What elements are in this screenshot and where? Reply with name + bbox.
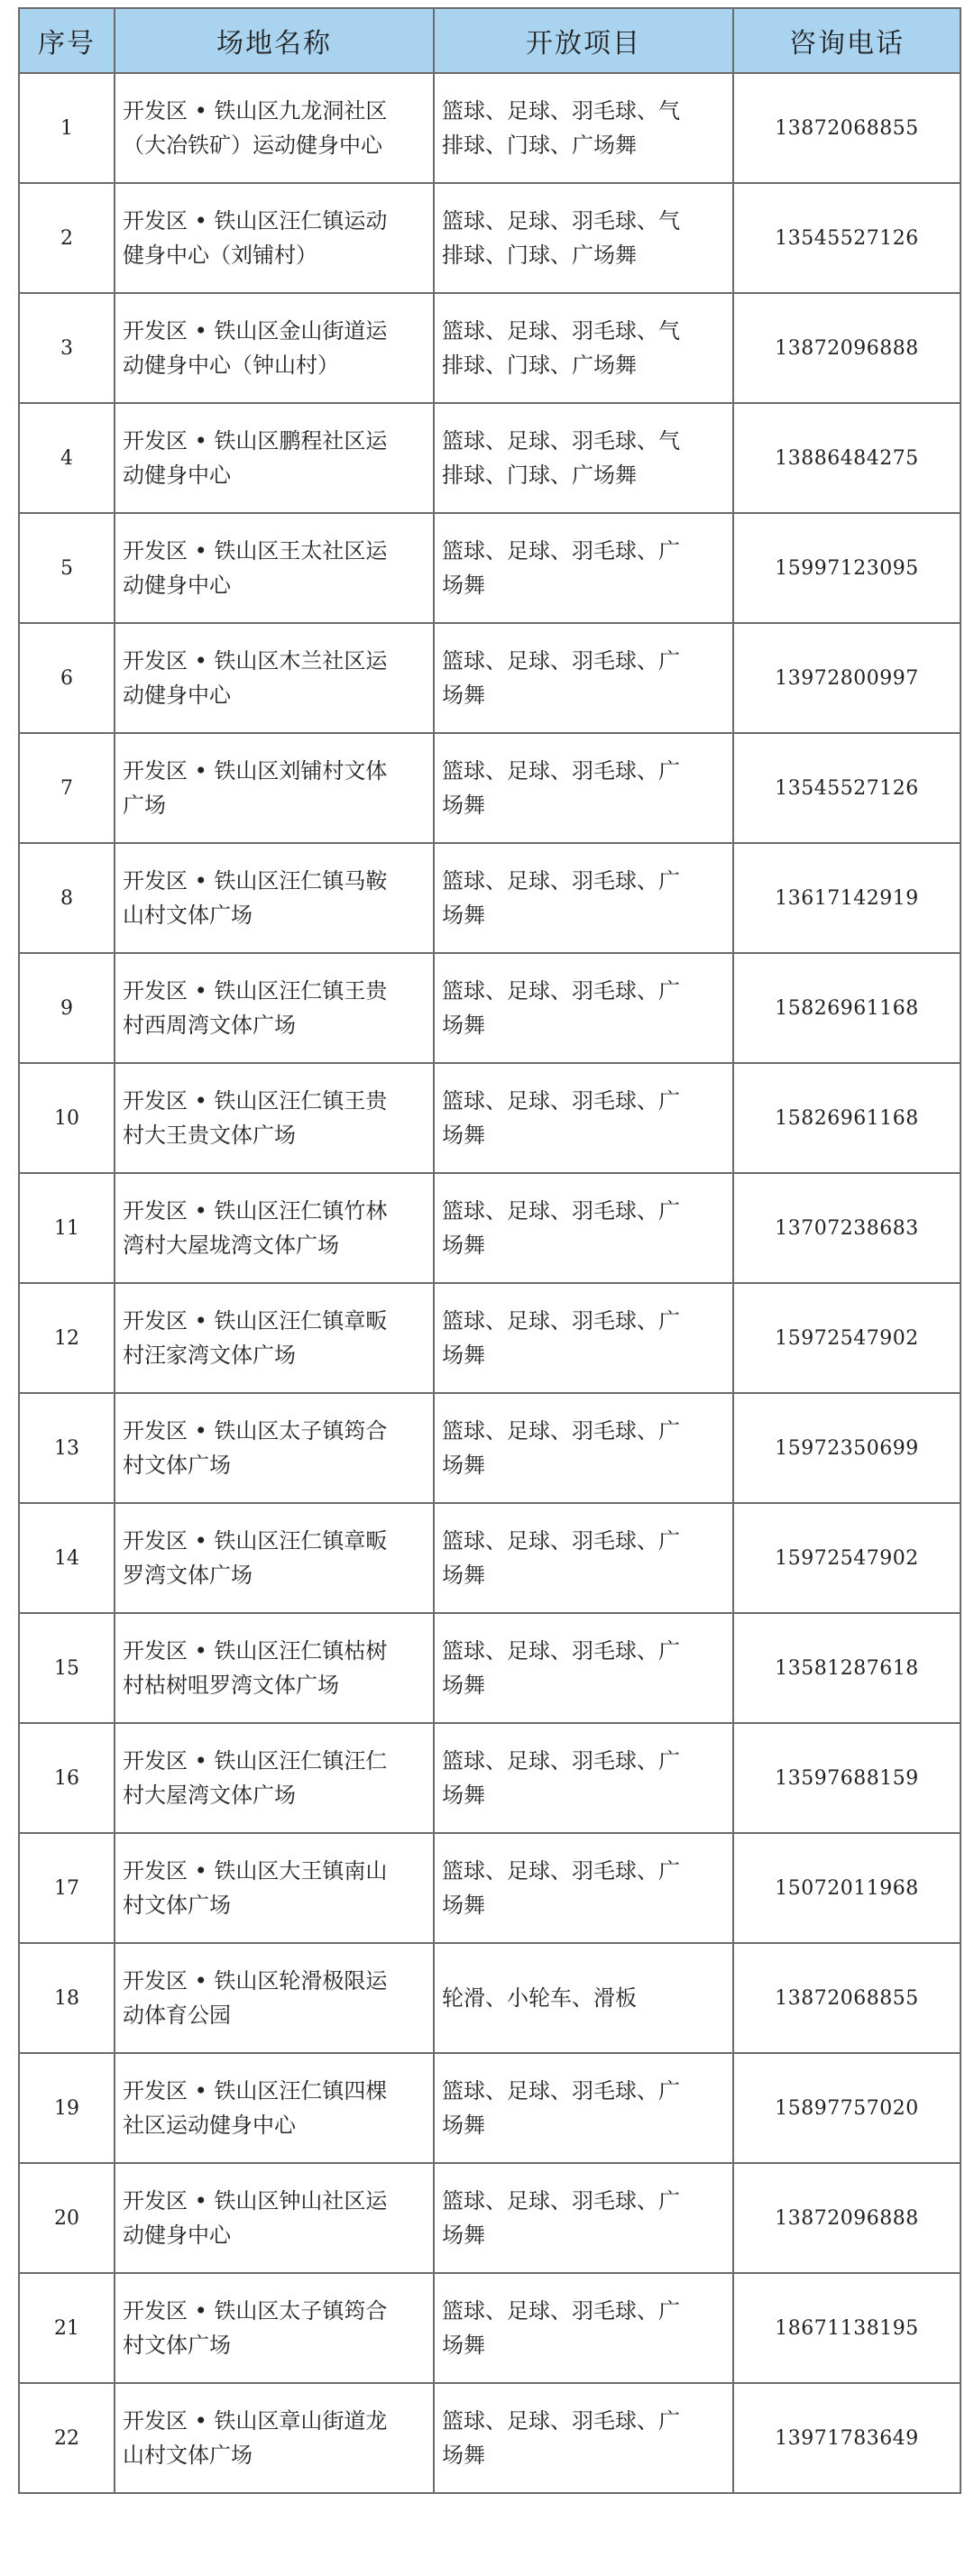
- table-row: [19, 1173, 960, 1283]
- serial-number-cell-text: 20: [54, 2206, 79, 2230]
- open-items-cell-text: 篮球、足球、羽毛球、广 场舞: [442, 1418, 680, 1478]
- serial-number-cell-text: 14: [54, 1546, 79, 1570]
- venue-name-cell-text: 开发区 • 铁山区汪仁镇章畈 村汪家湾文体广场: [123, 1308, 388, 1368]
- table-row: [19, 1613, 960, 1723]
- open-items-cell-text: 篮球、足球、羽毛球、广 场舞: [442, 538, 680, 598]
- open-items-cell-text: 轮滑、小轮车、滑板: [442, 1985, 637, 2011]
- table-row: [19, 1503, 960, 1613]
- serial-number-cell: [19, 513, 115, 623]
- open-items-cell-text: 篮球、足球、羽毛球、广 场舞: [442, 2408, 680, 2468]
- header-serial-number: 序号: [19, 8, 115, 73]
- table-row: [19, 623, 960, 733]
- serial-number-cell-text: 13: [54, 1436, 79, 1460]
- venue-name-cell-text: 开发区 • 铁山区汪仁镇章畈 罗湾文体广场: [123, 1528, 388, 1588]
- phone-number-cell-text: 13872068855: [775, 116, 919, 140]
- open-items-cell: [434, 403, 733, 513]
- phone-number-cell: [733, 843, 960, 953]
- table-row: [19, 1943, 960, 2053]
- serial-number-cell: [19, 1063, 115, 1173]
- phone-number-cell-text: 15826961168: [775, 1106, 919, 1130]
- phone-number-cell-text: 13872096888: [775, 2206, 919, 2230]
- open-items-cell-text: 篮球、足球、羽毛球、广 场舞: [442, 1858, 680, 1918]
- venue-name-cell: [115, 2163, 434, 2273]
- venue-name-cell-text: 开发区 • 铁山区汪仁镇王贵 村西周湾文体广场: [123, 978, 388, 1038]
- header-open-items: 开放项目: [434, 8, 733, 73]
- serial-number-cell: [19, 2383, 115, 2493]
- serial-number-cell: [19, 2053, 115, 2163]
- open-items-cell: [434, 293, 733, 403]
- venue-name-cell: [115, 1173, 434, 1283]
- serial-number-cell-text: 2: [60, 226, 73, 250]
- serial-number-cell: [19, 623, 115, 733]
- phone-number-cell: [733, 1283, 960, 1393]
- serial-number-cell-text: 16: [54, 1766, 79, 1790]
- phone-number-cell: [733, 1063, 960, 1173]
- serial-number-cell-text: 4: [60, 446, 73, 470]
- table-row: [19, 2383, 960, 2493]
- venue-name-cell: [115, 843, 434, 953]
- venue-name-cell: [115, 1833, 434, 1943]
- phone-number-cell-text: 15997123095: [775, 556, 919, 580]
- table-row: [19, 1833, 960, 1943]
- serial-number-cell-text: 21: [54, 2316, 79, 2340]
- phone-number-cell-text: 13545527126: [775, 776, 919, 800]
- open-items-cell: [434, 623, 733, 733]
- header-venue-name: 场地名称: [115, 8, 434, 73]
- serial-number-cell: [19, 1283, 115, 1393]
- open-items-cell-text: 篮球、足球、羽毛球、气 排球、门球、广场舞: [442, 208, 680, 268]
- phone-number-cell: [733, 513, 960, 623]
- venue-name-cell: [115, 1063, 434, 1173]
- open-items-cell-text: 篮球、足球、羽毛球、广 场舞: [442, 978, 680, 1038]
- serial-number-cell-text: 10: [54, 1106, 79, 1130]
- venue-name-cell-text: 开发区 • 铁山区汪仁镇马鞍 山村文体广场: [123, 868, 388, 928]
- open-items-cell: [434, 2383, 733, 2493]
- venue-name-cell: [115, 1503, 434, 1613]
- phone-number-cell: [733, 1613, 960, 1723]
- table-row: [19, 1283, 960, 1393]
- open-items-cell: [434, 1503, 733, 1613]
- venue-name-cell-text: 开发区 • 铁山区鹏程社区运 动健身中心: [123, 428, 388, 488]
- phone-number-cell: [733, 2163, 960, 2273]
- table-row: [19, 953, 960, 1063]
- serial-number-cell: [19, 1723, 115, 1833]
- venue-name-cell: [115, 1723, 434, 1833]
- table-row: [19, 1393, 960, 1503]
- serial-number-cell-text: 9: [60, 996, 73, 1020]
- venue-table: [18, 7, 961, 2494]
- serial-number-cell-text: 22: [54, 2426, 79, 2450]
- serial-number-cell-text: 7: [60, 776, 73, 800]
- phone-number-cell: [733, 1833, 960, 1943]
- venue-name-cell-text: 开发区 • 铁山区木兰社区运 动健身中心: [123, 648, 388, 708]
- table-row: [19, 73, 960, 183]
- open-items-cell-text: 篮球、足球、羽毛球、广 场舞: [442, 868, 680, 928]
- venue-name-cell: [115, 403, 434, 513]
- open-items-cell: [434, 1393, 733, 1503]
- venue-name-cell: [115, 183, 434, 293]
- phone-number-cell-text: 15972350699: [775, 1436, 919, 1460]
- open-items-cell-text: 篮球、足球、羽毛球、广 场舞: [442, 1308, 680, 1368]
- open-items-cell-text: 篮球、足球、羽毛球、广 场舞: [442, 758, 680, 818]
- table-header-row: [19, 8, 960, 73]
- serial-number-cell-text: 5: [60, 556, 73, 580]
- venue-name-cell-text: 开发区 • 铁山区轮滑极限运 动体育公园: [123, 1968, 388, 2028]
- phone-number-cell-text: 13617142919: [775, 886, 919, 910]
- open-items-cell: [434, 953, 733, 1063]
- phone-number-cell-text: 13872068855: [775, 1986, 919, 2010]
- serial-number-cell: [19, 293, 115, 403]
- table-row: [19, 2273, 960, 2383]
- serial-number-cell-text: 19: [54, 2096, 79, 2120]
- venue-name-cell: [115, 1943, 434, 2053]
- serial-number-cell-text: 12: [54, 1326, 79, 1350]
- open-items-cell: [434, 513, 733, 623]
- serial-number-cell: [19, 1613, 115, 1723]
- table-row: [19, 1063, 960, 1173]
- venue-name-cell-text: 开发区 • 铁山区太子镇筠合 村文体广场: [123, 1418, 388, 1478]
- phone-number-cell: [733, 183, 960, 293]
- open-items-cell: [434, 1613, 733, 1723]
- table-row: [19, 843, 960, 953]
- open-items-cell: [434, 73, 733, 183]
- phone-number-cell-text: 13707238683: [775, 1216, 919, 1240]
- venue-name-cell: [115, 623, 434, 733]
- phone-number-cell: [733, 2383, 960, 2493]
- open-items-cell-text: 篮球、足球、羽毛球、气 排球、门球、广场舞: [442, 98, 680, 158]
- phone-number-cell-text: 15072011968: [775, 1876, 919, 1900]
- venue-name-cell: [115, 293, 434, 403]
- open-items-cell-text: 篮球、足球、羽毛球、广 场舞: [442, 1528, 680, 1588]
- phone-number-cell-text: 13581287618: [775, 1656, 919, 1680]
- open-items-cell: [434, 1063, 733, 1173]
- table-row: [19, 733, 960, 843]
- venue-name-cell: [115, 2053, 434, 2163]
- serial-number-cell: [19, 1943, 115, 2053]
- serial-number-cell-text: 17: [54, 1876, 79, 1900]
- table-row: [19, 513, 960, 623]
- venue-name-cell-text: 开发区 • 铁山区王太社区运 动健身中心: [123, 538, 388, 598]
- venue-name-cell-text: 开发区 • 铁山区汪仁镇运动 健身中心（刘铺村）: [123, 208, 388, 268]
- open-items-cell: [434, 1723, 733, 1833]
- open-items-cell: [434, 1833, 733, 1943]
- serial-number-cell: [19, 1503, 115, 1613]
- header-phone: 咨询电话: [733, 8, 960, 73]
- venue-name-cell: [115, 513, 434, 623]
- venue-name-cell-text: 开发区 • 铁山区章山街道龙 山村文体广场: [123, 2408, 388, 2468]
- phone-number-cell-text: 15972547902: [775, 1326, 919, 1350]
- venue-name-cell-text: 开发区 • 铁山区汪仁镇汪仁 村大屋湾文体广场: [123, 1748, 388, 1808]
- phone-number-cell: [733, 733, 960, 843]
- phone-number-cell: [733, 1393, 960, 1503]
- phone-number-cell: [733, 623, 960, 733]
- serial-number-cell: [19, 2273, 115, 2383]
- table-row: [19, 293, 960, 403]
- table-row: [19, 2163, 960, 2273]
- serial-number-cell-text: 6: [60, 666, 73, 690]
- table-body: [19, 73, 960, 2493]
- open-items-cell: [434, 1943, 733, 2053]
- venue-name-cell-text: 开发区 • 铁山区汪仁镇枯树 村枯树咀罗湾文体广场: [123, 1638, 388, 1698]
- phone-number-cell-text: 13971783649: [775, 2426, 919, 2450]
- open-items-cell-text: 篮球、足球、羽毛球、广 场舞: [442, 648, 680, 708]
- table-row: [19, 1723, 960, 1833]
- venue-name-cell: [115, 2273, 434, 2383]
- serial-number-cell-text: 8: [60, 886, 73, 910]
- phone-number-cell: [733, 1173, 960, 1283]
- phone-number-cell: [733, 1503, 960, 1613]
- serial-number-cell: [19, 733, 115, 843]
- venue-name-cell-text: 开发区 • 铁山区大王镇南山 村文体广场: [123, 1858, 388, 1918]
- open-items-cell-text: 篮球、足球、羽毛球、气 排球、门球、广场舞: [442, 428, 680, 488]
- venue-name-cell-text: 开发区 • 铁山区刘铺村文体 广场: [123, 758, 388, 818]
- serial-number-cell-text: 15: [54, 1656, 79, 1680]
- open-items-cell: [434, 183, 733, 293]
- open-items-cell: [434, 1283, 733, 1393]
- venue-name-cell-text: 开发区 • 铁山区汪仁镇王贵 村大王贵文体广场: [123, 1088, 388, 1148]
- serial-number-cell: [19, 73, 115, 183]
- phone-number-cell: [733, 403, 960, 513]
- venue-table-container: [18, 7, 960, 2494]
- venue-name-cell-text: 开发区 • 铁山区九龙洞社区 （大冶铁矿）运动健身中心: [123, 98, 388, 158]
- phone-number-cell-text: 13597688159: [775, 1766, 919, 1790]
- open-items-cell-text: 篮球、足球、羽毛球、广 场舞: [442, 1638, 680, 1698]
- open-items-cell-text: 篮球、足球、羽毛球、广 场舞: [442, 1088, 680, 1148]
- open-items-cell: [434, 2053, 733, 2163]
- open-items-cell: [434, 733, 733, 843]
- open-items-cell-text: 篮球、足球、羽毛球、广 场舞: [442, 2188, 680, 2248]
- open-items-cell-text: 篮球、足球、羽毛球、广 场舞: [442, 2078, 680, 2138]
- venue-name-cell: [115, 733, 434, 843]
- phone-number-cell-text: 15826961168: [775, 996, 919, 1020]
- open-items-cell: [434, 2273, 733, 2383]
- phone-number-cell: [733, 1723, 960, 1833]
- venue-name-cell: [115, 1613, 434, 1723]
- open-items-cell: [434, 1173, 733, 1283]
- venue-name-cell-text: 开发区 • 铁山区太子镇筠合 村文体广场: [123, 2298, 388, 2358]
- serial-number-cell: [19, 403, 115, 513]
- open-items-cell: [434, 2163, 733, 2273]
- open-items-cell-text: 篮球、足球、羽毛球、气 排球、门球、广场舞: [442, 318, 680, 378]
- venue-name-cell: [115, 1283, 434, 1393]
- serial-number-cell-text: 3: [60, 336, 73, 360]
- venue-name-cell: [115, 953, 434, 1063]
- serial-number-cell-text: 18: [54, 1986, 79, 2010]
- venue-name-cell-text: 开发区 • 铁山区钟山社区运 动健身中心: [123, 2188, 388, 2248]
- phone-number-cell-text: 13872096888: [775, 336, 919, 360]
- serial-number-cell: [19, 1833, 115, 1943]
- serial-number-cell: [19, 1173, 115, 1283]
- phone-number-cell: [733, 1943, 960, 2053]
- phone-number-cell-text: 13545527126: [775, 226, 919, 250]
- open-items-cell-text: 篮球、足球、羽毛球、广 场舞: [442, 1748, 680, 1808]
- venue-name-cell-text: 开发区 • 铁山区金山街道运 动健身中心（钟山村）: [123, 318, 388, 378]
- venue-name-cell: [115, 73, 434, 183]
- phone-number-cell-text: 13972800997: [775, 666, 919, 690]
- serial-number-cell: [19, 1393, 115, 1503]
- phone-number-cell: [733, 953, 960, 1063]
- open-items-cell: [434, 843, 733, 953]
- phone-number-cell-text: 18671138195: [775, 2316, 919, 2340]
- serial-number-cell: [19, 183, 115, 293]
- serial-number-cell: [19, 953, 115, 1063]
- venue-name-cell-text: 开发区 • 铁山区汪仁镇竹林 湾村大屋垅湾文体广场: [123, 1198, 388, 1258]
- table-row: [19, 403, 960, 513]
- open-items-cell-text: 篮球、足球、羽毛球、广 场舞: [442, 2298, 680, 2358]
- phone-number-cell: [733, 73, 960, 183]
- table-row: [19, 2053, 960, 2163]
- serial-number-cell: [19, 843, 115, 953]
- phone-number-cell-text: 15972547902: [775, 1546, 919, 1570]
- venue-name-cell-text: 开发区 • 铁山区汪仁镇四棵 社区运动健身中心: [123, 2078, 388, 2138]
- phone-number-cell: [733, 2273, 960, 2383]
- venue-name-cell: [115, 2383, 434, 2493]
- phone-number-cell: [733, 293, 960, 403]
- serial-number-cell-text: 1: [60, 116, 73, 140]
- phone-number-cell-text: 13886484275: [775, 446, 919, 470]
- phone-number-cell-text: 15897757020: [775, 2096, 919, 2120]
- serial-number-cell-text: 11: [54, 1216, 79, 1240]
- serial-number-cell: [19, 2163, 115, 2273]
- table-row: [19, 183, 960, 293]
- venue-name-cell: [115, 1393, 434, 1503]
- open-items-cell-text: 篮球、足球、羽毛球、广 场舞: [442, 1198, 680, 1258]
- phone-number-cell: [733, 2053, 960, 2163]
